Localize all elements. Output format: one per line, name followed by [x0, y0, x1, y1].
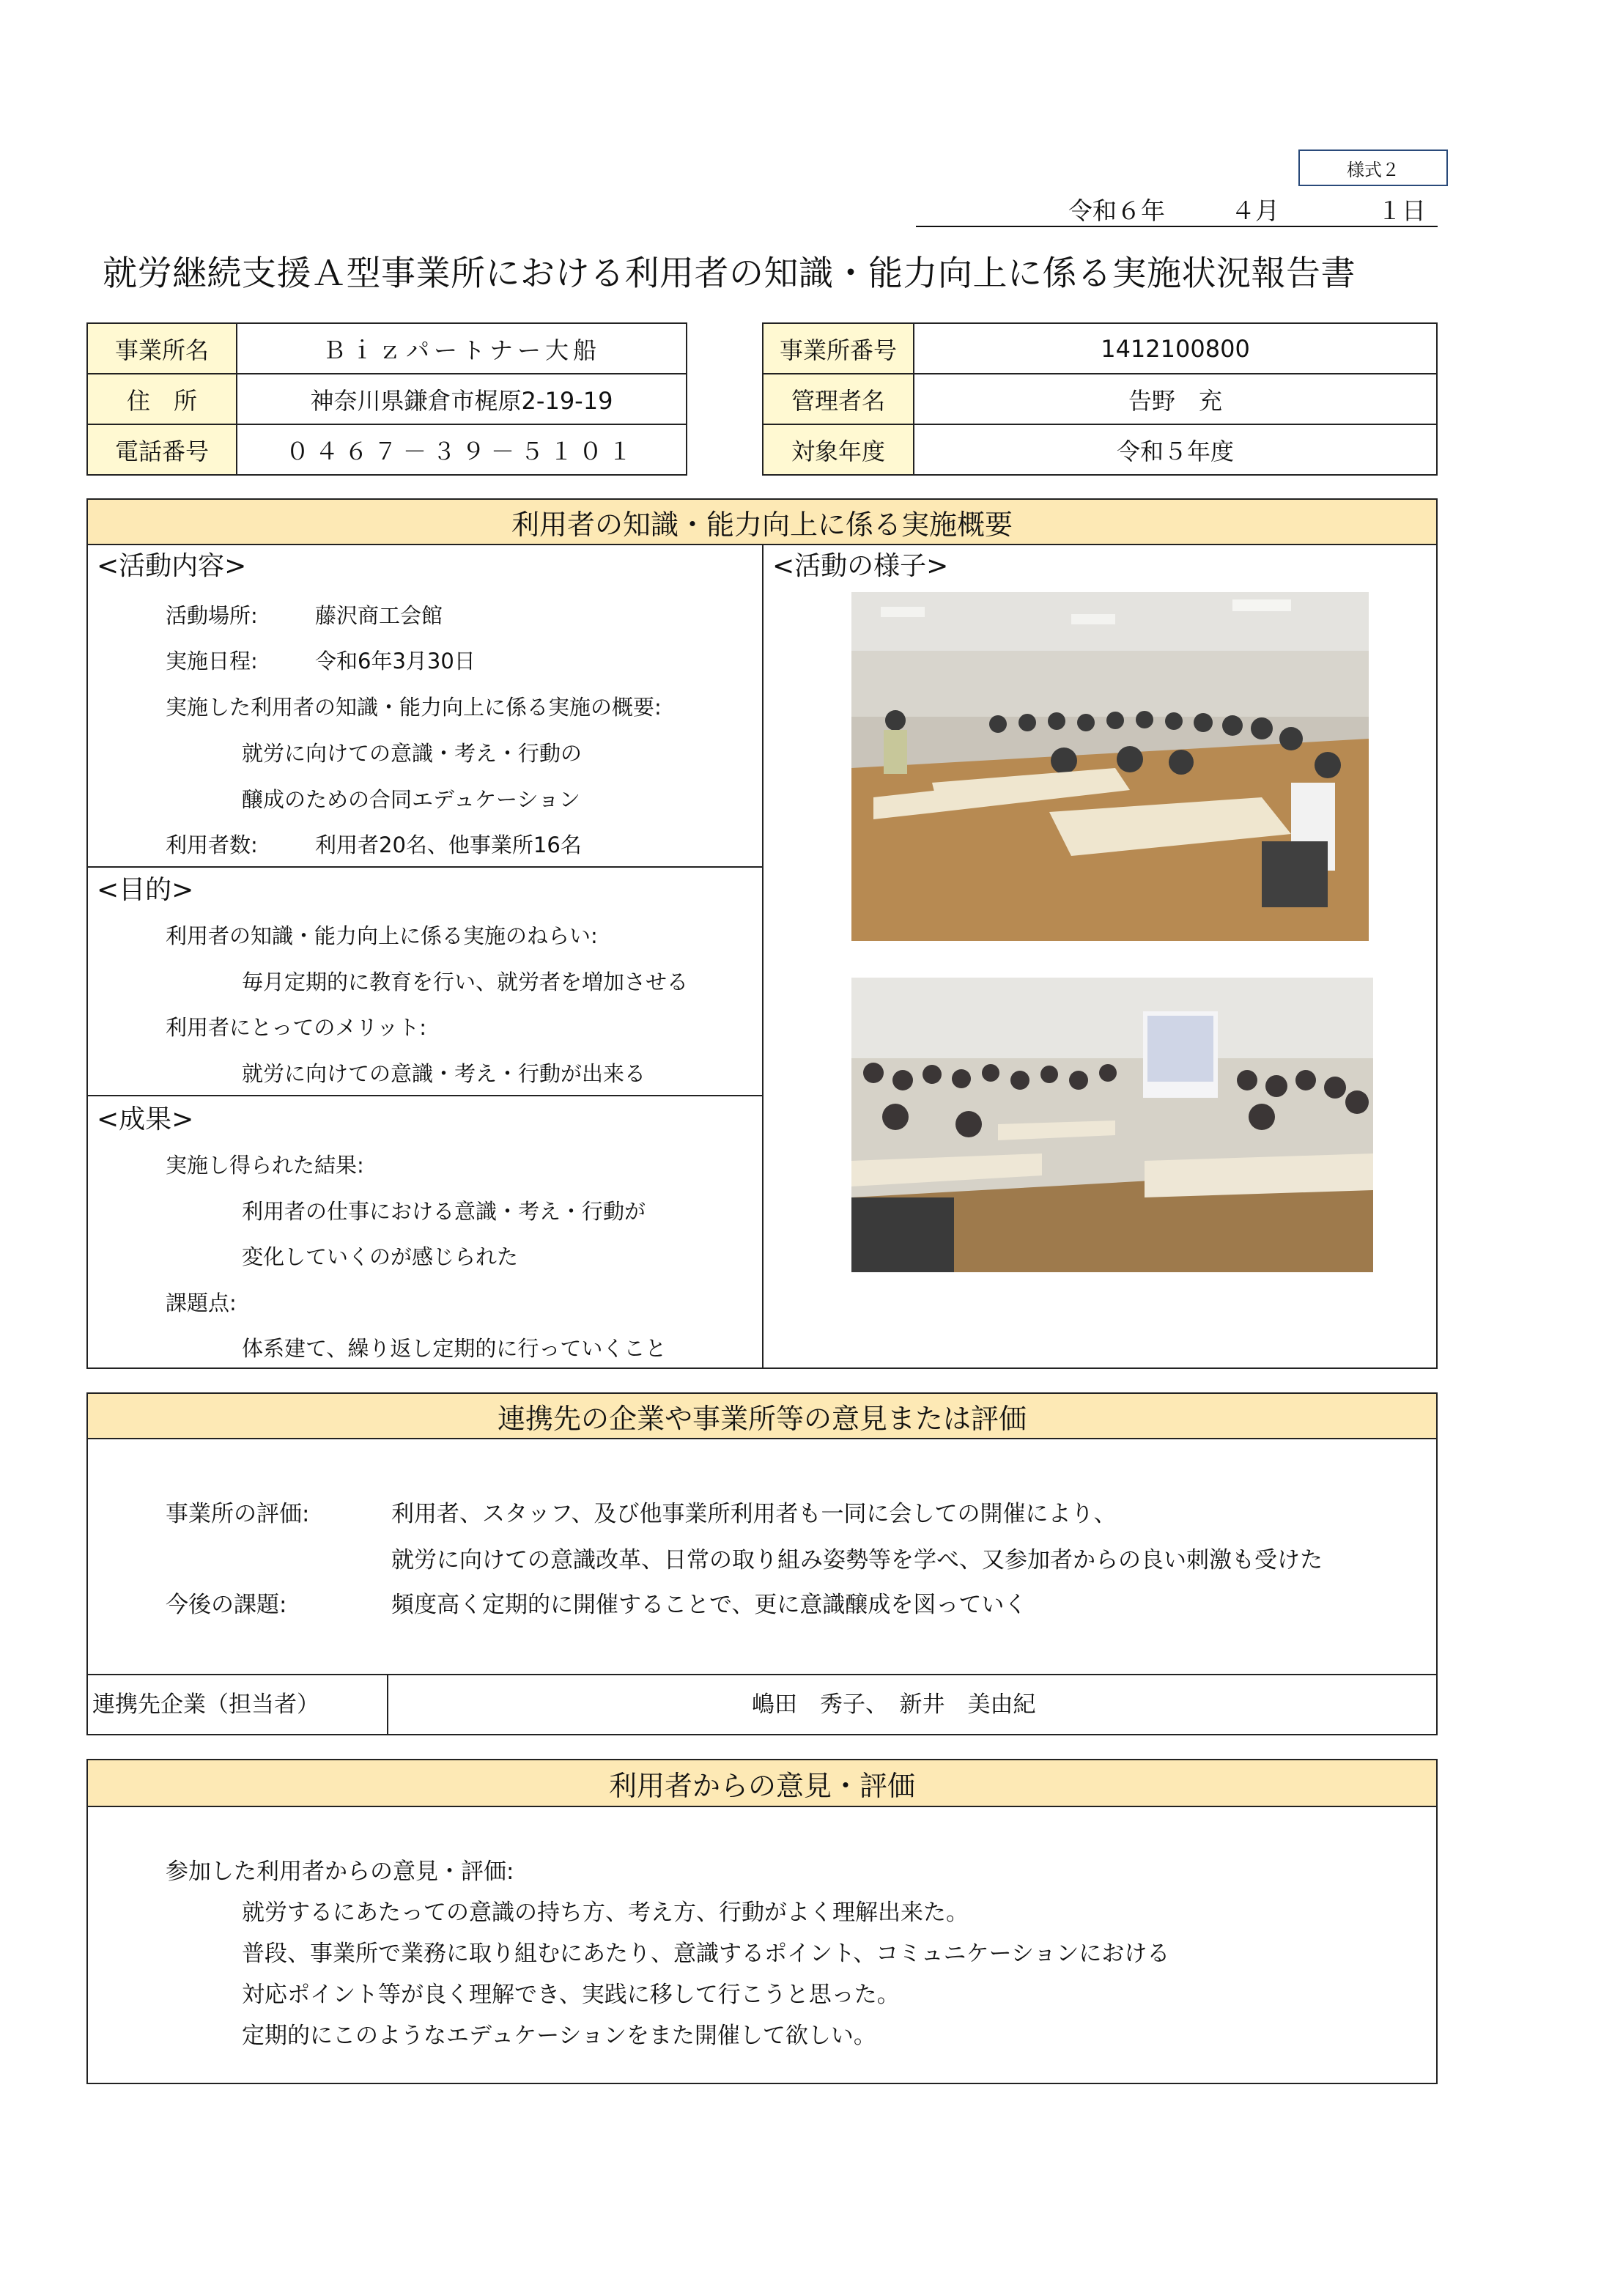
future-issue-label: 今後の課題:	[166, 1592, 287, 1618]
user-opinion-line: 就労するにあたっての意識の持ち方、考え方、行動がよく理解出来た。	[242, 1900, 969, 1926]
date-month: ４月	[1231, 196, 1279, 225]
manager-value: 告野 充	[914, 374, 1437, 424]
issue-value: 体系建て、繰り返し定期的に行っていくこと	[242, 1336, 667, 1361]
target-year-value: 令和５年度	[914, 424, 1437, 475]
row-divider	[88, 1674, 1436, 1675]
row-divider	[88, 1095, 764, 1096]
user-opinion-label: 参加した利用者からの意見・評価:	[166, 1858, 514, 1885]
users-label: 利用者数:	[166, 833, 258, 857]
schedule-label: 実施日程:	[166, 649, 258, 673]
aim-label: 利用者の知識・能力向上に係る実施のねらい:	[166, 923, 598, 948]
office-name-value: Ｂｉｚパートナー大船	[237, 323, 687, 374]
users-value: 利用者20名、他事業所16名	[315, 833, 582, 857]
user-opinion-line: 普段、事業所で業務に取り組むにあたり、意識するポイント、コミュニケーションにおける	[242, 1941, 1170, 1967]
office-eval-line: 就労に向けての意識改革、日常の取り組み姿勢等を学べ、又参加者からの良い刺激も受けた	[391, 1547, 1323, 1573]
user-opinion-line: 対応ポイント等が良く理解でき、実践に移して行こうと思った。	[242, 1982, 900, 2008]
phone-value: ０４６７－３９－５１０１	[237, 424, 687, 475]
cell-divider	[387, 1674, 388, 1734]
overview-heading: 利用者の知識・能力向上に係る実施概要	[88, 500, 1436, 545]
summary-label: 実施した利用者の知識・能力向上に係る実施の概要:	[166, 695, 662, 720]
result-label: 実施し得られた結果:	[166, 1153, 364, 1178]
purpose-heading: <目的>	[97, 875, 194, 905]
user-opinion-line: 定期的にこのようなエデュケーションをまた開催して欲しい。	[242, 2023, 876, 2049]
activity-content-heading: <活動内容>	[97, 551, 247, 581]
office-eval-line: 利用者、スタッフ、及び他事業所利用者も一同に会しての開催により、	[391, 1501, 1117, 1527]
summary-line: 就労に向けての意識・考え・行動の	[242, 741, 583, 766]
office-number-label: 事業所番号	[763, 323, 914, 374]
partner-company-value: 嶋田 秀子、 新井 美由紀	[752, 1691, 1036, 1718]
office-name-label: 事業所名	[87, 323, 237, 374]
manager-label: 管理者名	[763, 374, 914, 424]
aim-value: 毎月定期的に教育を行い、就労者を増加させる	[242, 970, 689, 994]
user-opinion-heading: 利用者からの意見・評価	[88, 1760, 1436, 1807]
address-value: 神奈川県鎌倉市梶原2-19-19	[237, 374, 687, 424]
report-date	[916, 189, 1438, 227]
phone-label: 電話番号	[87, 424, 237, 475]
place-value: 藤沢商工会館	[315, 603, 443, 628]
merit-value: 就労に向けての意識・考え・行動が出来る	[242, 1061, 646, 1086]
partner-company-label: 連携先企業（担当者）	[92, 1691, 319, 1718]
partner-heading: 連携先の企業や事業所等の意見または評価	[88, 1394, 1436, 1439]
issue-label: 課題点:	[166, 1291, 237, 1315]
form-number-tag: 様式２	[1298, 150, 1448, 186]
result-line: 利用者の仕事における意識・考え・行動が	[242, 1199, 646, 1224]
date-day: １日	[1378, 196, 1426, 225]
date-era-year: 令和６年	[1068, 196, 1165, 225]
row-divider	[88, 866, 764, 868]
place-label: 活動場所:	[166, 603, 258, 628]
address-label: 住 所	[87, 374, 237, 424]
activity-photo-1	[851, 592, 1369, 941]
result-line: 変化していくのが感じられた	[242, 1244, 519, 1269]
photos-heading: <活動の様子>	[772, 551, 949, 581]
target-year-label: 対象年度	[763, 424, 914, 475]
office-number-value: 1412100800	[914, 323, 1437, 374]
column-divider	[762, 545, 764, 1367]
office-info-table-left	[86, 322, 687, 476]
office-eval-label: 事業所の評価:	[166, 1501, 310, 1527]
activity-photo-2	[851, 978, 1373, 1272]
office-info-table-right	[762, 322, 1438, 476]
merit-label: 利用者にとってのメリット:	[166, 1015, 427, 1040]
result-heading: <成果>	[97, 1104, 194, 1134]
schedule-value: 令和6年3月30日	[315, 649, 476, 673]
future-issue-value: 頻度高く定期的に開催することで、更に意識醸成を図っていく	[391, 1592, 1027, 1618]
document-title: 就労継続支援Ａ型事業所における利用者の知識・能力向上に係る実施状況報告書	[103, 254, 1356, 294]
summary-line: 醸成のための合同エデュケーション	[242, 787, 580, 812]
